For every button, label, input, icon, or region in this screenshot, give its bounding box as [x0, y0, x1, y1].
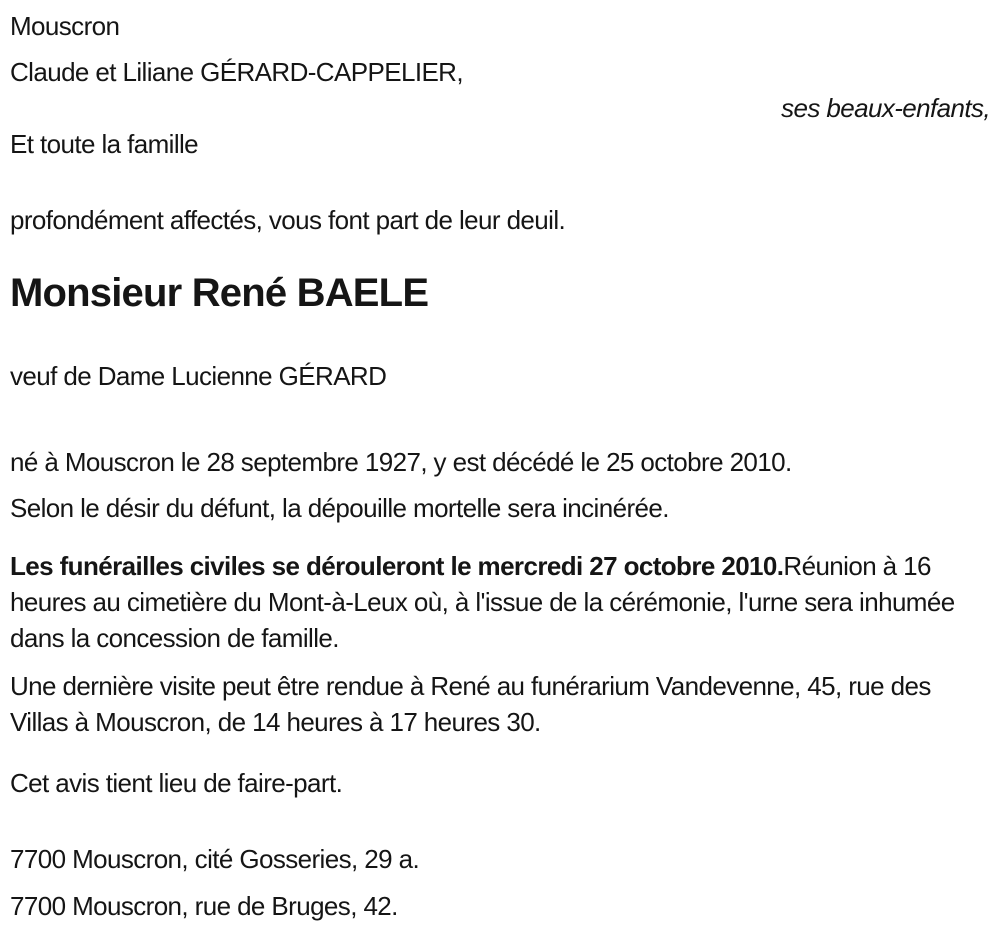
address-line: 7700 Mouscron, cité Gosseries, 29 a. [10, 844, 420, 874]
legal-notice-line: Cet avis tient lieu de faire-part. [10, 768, 343, 798]
funeral-details-text: Réunion à 16 heures au cimetière du Mont-à-Leux où, à l'issue de la cérémonie, l'urne sera inhumée dans la concession de famille. [10, 551, 955, 653]
relatives-line: Claude et Liliane GÉRARD-CAPPELIER, [10, 57, 463, 87]
visit-paragraph: Une dernière visite peut être rendue à René au funérarium Vandevenne, 45, rue des Villas à Mouscron, de 14 heures à 17 heures 30. [10, 671, 931, 737]
deceased-name: Monsieur René BAELE [10, 271, 429, 315]
birth-death-line: né à Mouscron le 28 septembre 1927, y est décédé le 25 octobre 2010. [10, 447, 792, 477]
cremation-line: Selon le désir du défunt, la dépouille mortelle sera incinérée. [10, 493, 669, 523]
funeral-date-bold-text: Les funérailles civiles se dérouleront le mercredi 27 octobre 2010. [10, 551, 784, 581]
spouse-line: veuf de Dame Lucienne GÉRARD [10, 361, 387, 391]
funeral-paragraph [10, 548, 990, 656]
relation-line: ses beaux-enfants, [781, 93, 990, 123]
address-line: 7700 Mouscron, rue de Bruges, 42. [10, 891, 398, 921]
city-line: Mouscron [10, 11, 120, 41]
family-line: Et toute la famille [10, 129, 199, 159]
announcement-line: profondément affectés, vous font part de leur deuil. [10, 205, 566, 235]
